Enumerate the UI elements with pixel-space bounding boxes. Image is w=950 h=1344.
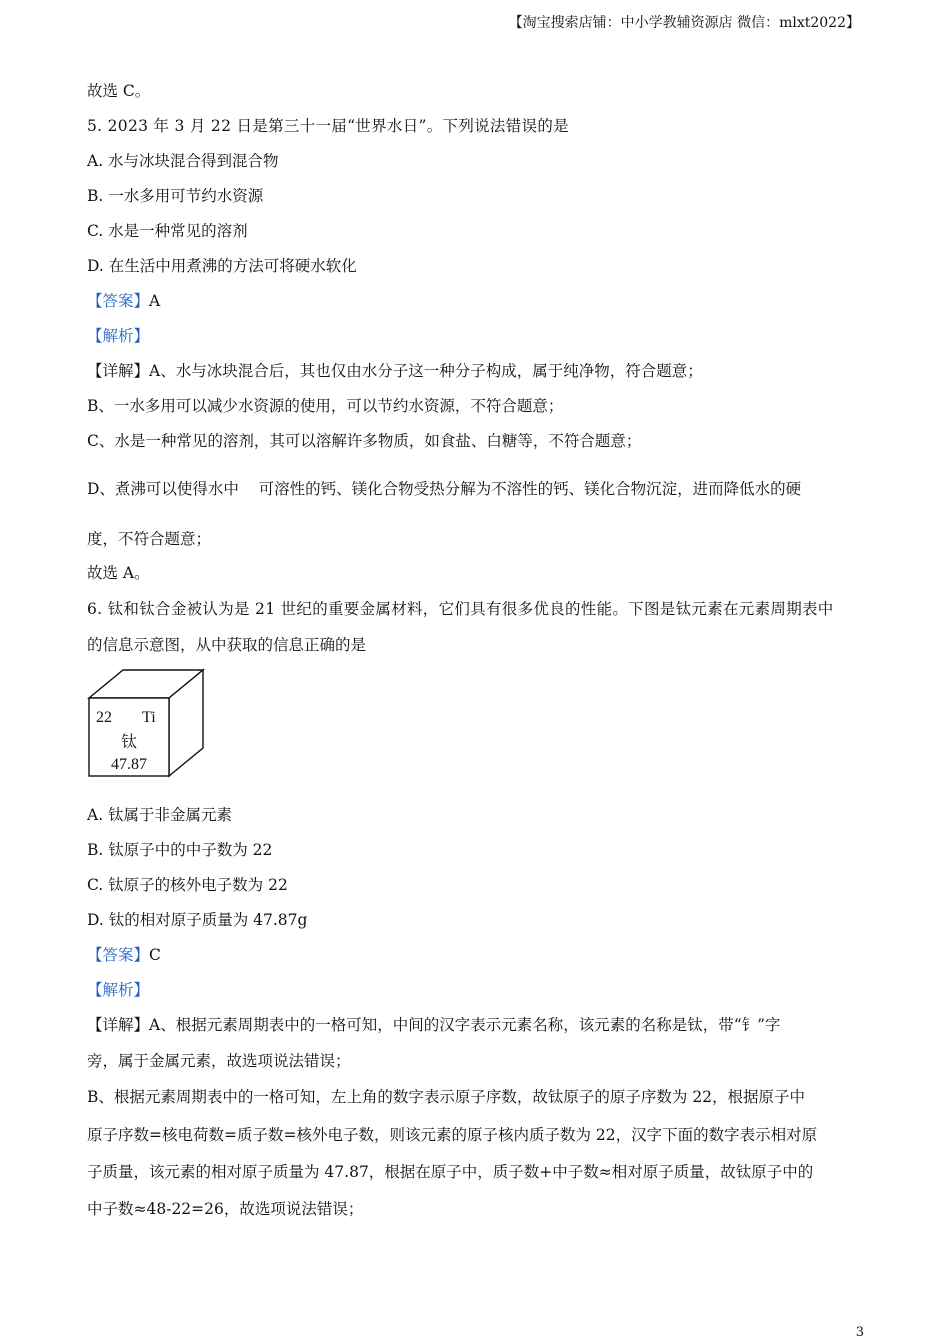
q6-detail-line-6: 中子数≈48-22=26，故选项说法错误； [87, 1200, 364, 1218]
page-number: 3 [855, 1325, 864, 1340]
q6-detail-line-5: 子质量，该元素的相对原子质量为 47.87，根据在原子中，质子数+中子数≈相对原子质量，故钛原子中的 [87, 1163, 814, 1181]
q5-detail-line-4: D、煮沸可以使得水中 可溶性的钙、镁化合物受热分解为不溶性的钙、镁化合物沉淀，进而降低水的硬 [87, 480, 802, 498]
q5-detail-line-2: B、一水多用可以减少水资源的使用，可以节约水资源，不符合题意； [87, 397, 564, 415]
q6-stem-line-2: 的信息示意图，从中获取的信息正确的是 [87, 636, 367, 654]
q5-option-d: D. 在生活中用煮沸的方法可将硬水软化 [87, 257, 357, 275]
q5-option-b: B. 一水多用可节约水资源 [87, 187, 264, 205]
q6-detail-line-2: 旁，属于金属元素，故选项说法错误； [87, 1052, 351, 1070]
q5-detail-text-1: A、水与冰块混合后，其也仅由水分子这一种分子构成，属于纯净物，符合题意； [149, 362, 703, 380]
element-cube-figure [87, 668, 207, 780]
page-header-watermark: 【淘宝搜索店铺：中小学教辅资源店 微信：mlxt2022】 [508, 15, 860, 31]
atomic-number: 22 [96, 709, 112, 726]
q5-detail-line-1 [87, 362, 703, 381]
titanium-element-card [87, 668, 207, 780]
q5-conclusion: 故选 A。 [87, 564, 150, 582]
q5-stem: 5. 2023 年 3 月 22 日是第三十一届“世界水日”。下列说法错误的是 [87, 117, 569, 135]
q6-detail-label: 【详解】 [87, 1016, 150, 1034]
q6-option-c: C. 钛原子的核外电子数为 22 [87, 876, 288, 894]
q5-answer [87, 292, 160, 311]
element-name: 钛 [120, 732, 138, 751]
q5-answer-value: A [149, 292, 161, 310]
q5-answer-label: 【答案】 [87, 292, 150, 310]
q6-option-d: D. 钛的相对原子质量为 47.87g [87, 911, 308, 929]
atomic-mass: 47.87 [111, 756, 147, 773]
q6-detail-line-3: B、根据元素周期表中的一格可知，左上角的数字表示原子序数，故钛原子的原子序数为 22，根据原子中 [87, 1088, 806, 1106]
q6-answer-value: C [149, 946, 161, 964]
q5-detail-line-5: 度，不符合题意； [87, 530, 212, 548]
q6-analysis-label: 【解析】 [87, 981, 150, 999]
q6-answer [87, 946, 161, 965]
q6-option-b: B. 钛原子中的中子数为 22 [87, 841, 273, 859]
element-symbol: Ti [142, 709, 156, 726]
q6-detail-line-1 [87, 1016, 781, 1035]
q6-option-a: A. 钛属于非金属元素 [87, 806, 233, 824]
previous-conclusion: 故选 C。 [87, 82, 151, 100]
q6-detail-text-1: A、根据元素周期表中的一格可知，中间的汉字表示元素名称，该元素的名称是钛，带“钅”字 [149, 1016, 781, 1034]
q5-option-c: C. 水是一种常见的溶剂 [87, 222, 248, 240]
q5-detail-line-3: C、水是一种常见的溶剂，其可以溶解许多物质，如食盐、白糖等，不符合题意； [87, 432, 642, 450]
q5-detail-label: 【详解】 [87, 362, 150, 380]
q5-analysis-label: 【解析】 [87, 327, 150, 345]
q6-detail-line-4: 原子序数=核电荷数=质子数=核外电子数，则该元素的原子核内质子数为 22，汉字下面的数字表示相对原 [87, 1126, 818, 1144]
q6-stem-line-1: 6. 钛和钛合金被认为是 21 世纪的重要金属材料，它们具有很多优良的性能。下图是钛元素在元素周期表中 [87, 600, 834, 618]
q5-option-a: A. 水与冰块混合得到混合物 [87, 152, 279, 170]
q6-answer-label: 【答案】 [87, 946, 150, 964]
